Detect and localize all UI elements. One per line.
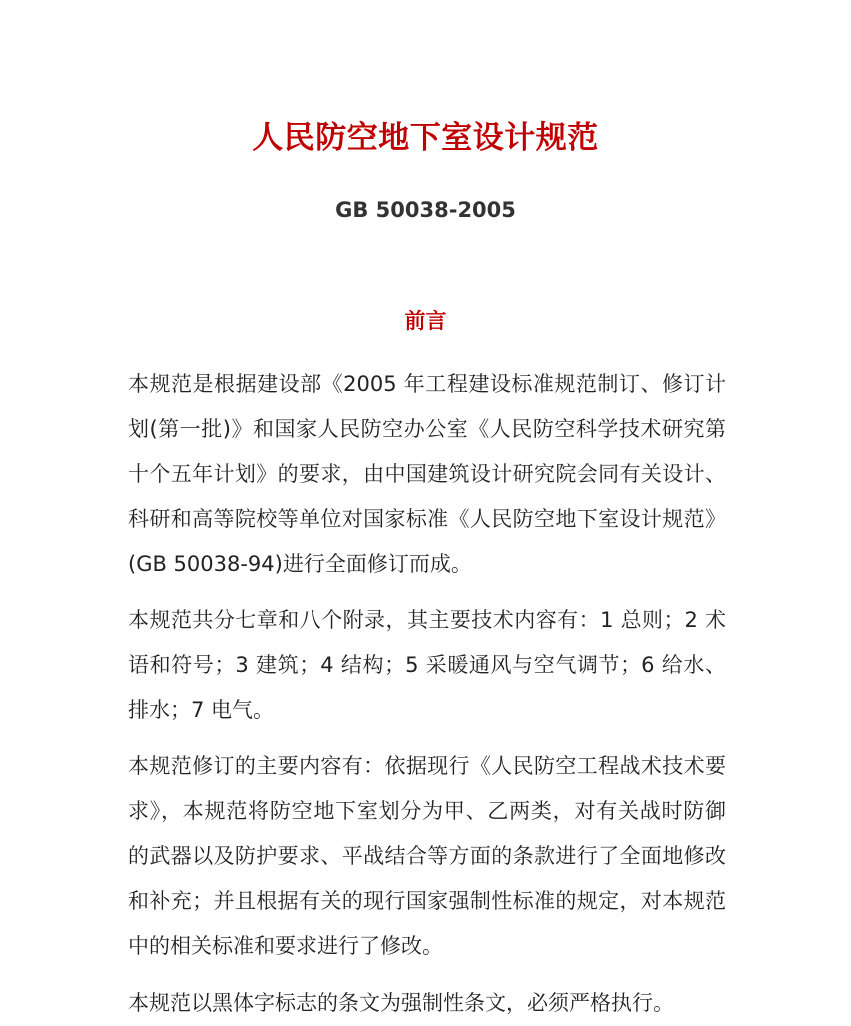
paragraph: 本规范是根据建设部《2005 年工程建设标准规范制订、修订计划(第一批)》和国家人民防空办公室《人民防空科学技术研究第十个五年计划》的要求，由中国建筑设计研究院会同有关设计、科研和高等院校等单位对国家标准《人民防空地下室设计规范》(GB 50038-94)进行全面修订而成。 (128, 372, 726, 576)
section-heading-foreword: 前言 (404, 309, 447, 333)
standard-code: GB 50038-2005 (335, 198, 516, 222)
paragraph: 本规范以黑体字标志的条文为强制性条文，必须严格执行。 (128, 991, 674, 1015)
paragraph: 本规范共分七章和八个附录，其主要技术内容有：1 总则；2 术语和符号；3 建筑；4 结构；5 采暖通风与空气调节；6 给水、排水；7 电气。 (128, 608, 726, 722)
paragraph: 本规范修订的主要内容有：依据现行《人民防空工程战术技术要求》，本规范将防空地下室划分为甲、乙两类，对有关战时防御的武器以及防护要求、平战结合等方面的条款进行了全面地修改和补充；并且根据有关的现行国家强制性标准的规定，对本规范中的相关标准和要求进行了修改。 (128, 754, 726, 958)
document-title: 人民防空地下室设计规范 (252, 120, 599, 156)
